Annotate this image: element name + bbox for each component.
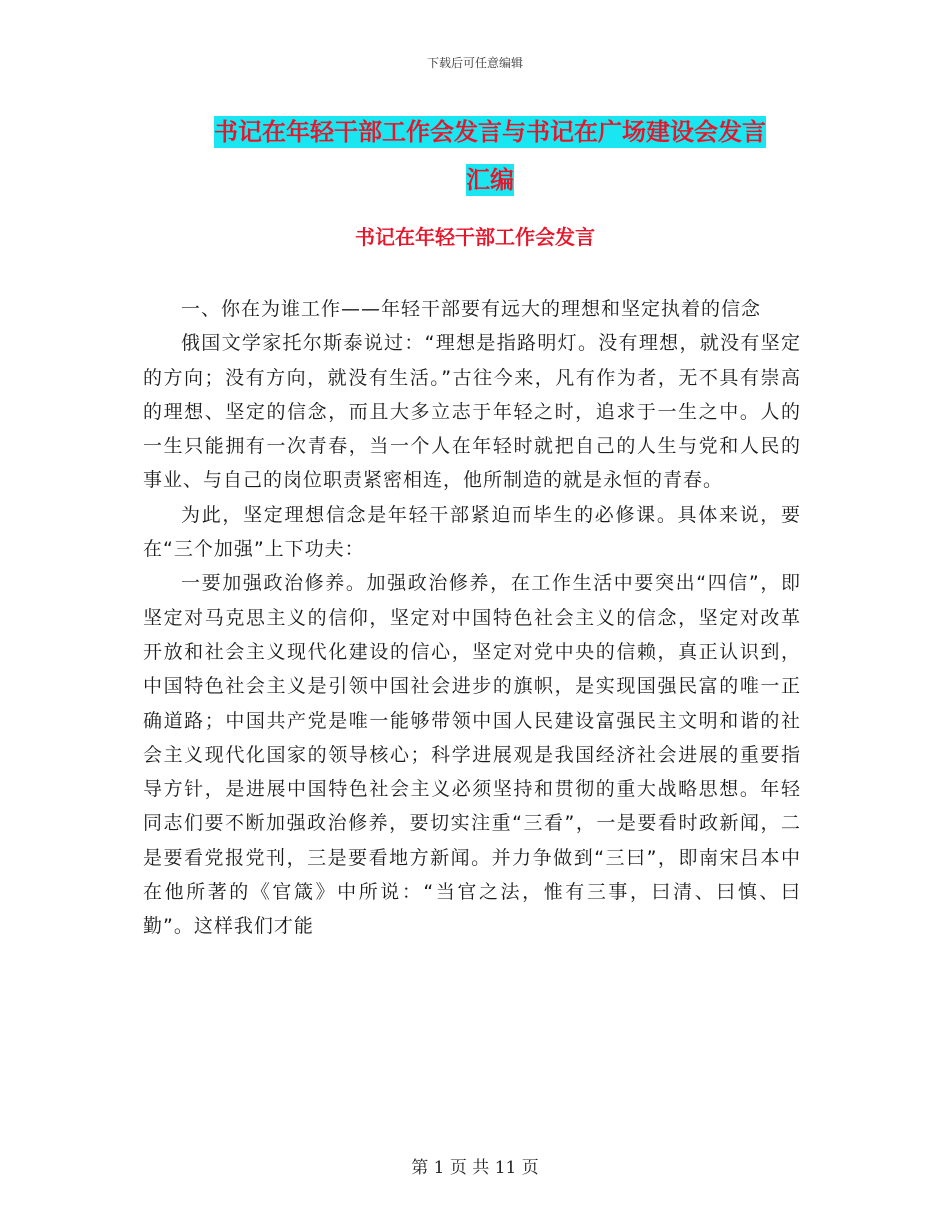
document-title-line-1: 书记在年轻干部工作会发言与书记在广场建设会发言 xyxy=(214,118,766,146)
paragraph-2: 俄国文学家托尔斯泰说过：“理想是指路明灯。没有理想，就没有坚定的方向；没有方向，就没有生活。”古往今来，凡有作为者，无不具有崇高的理想、坚定的信念，而且大多立志于年轻之时，追求于一生之中。人的一生只能拥有一次青春，当一个人在年轻时就把自己的人生与党和人民的事业、与自己的岗位职责紧密相连，他所制造的就是永恒的青春。 xyxy=(143,332,801,492)
paragraph-3: 为此，坚定理想信念是年轻干部紧迫而毕生的必修课。具体来说，要在“三个加强”上下功夫： xyxy=(143,503,801,561)
document-title-line-2: 汇编 xyxy=(466,166,514,194)
body-text xyxy=(143,292,801,944)
paragraph-4: 一要加强政治修养。加强政治修养，在工作生活中要突出“四信”，即坚定对马克思主义的信仰，坚定对中国特色社会主义的信念，坚定对改革开放和社会主义现代化建设的信心，坚定对党中央的信赖，真正认识到，中国特色社会主义是引领中国社会进步的旗帜，是实现国强民富的唯一正确道路；中国共产党是唯一能够带领中国人民建设富强民主文明和谐的社会主义现代化国家的领导核心；科学进展观是我国经济社会进展的重要指导方针，是进展中国特色社会主义必须坚持和贯彻的重大战略思想。年轻同志们要不断加强政治修养，要切实注重“三看”，一是要看时政新闻，二是要看党报党刊，三是要看地方新闻。并力争做到“三曰”，即南宋吕本中在他所著的《官箴》中所说：“当官之法，惟有三事，曰清、曰慎、曰勤”。这样我们才能 xyxy=(143,572,801,938)
section-title: 书记在年轻干部工作会发言 xyxy=(355,225,595,249)
header-note: 下载后可任意编辑 xyxy=(426,56,523,70)
document-title xyxy=(170,108,810,204)
page-footer: 第 1 页 共 11 页 xyxy=(411,1158,539,1178)
paragraph-1: 一、你在为谁工作——年轻干部要有远大的理想和坚定执着的信念 xyxy=(181,298,762,320)
